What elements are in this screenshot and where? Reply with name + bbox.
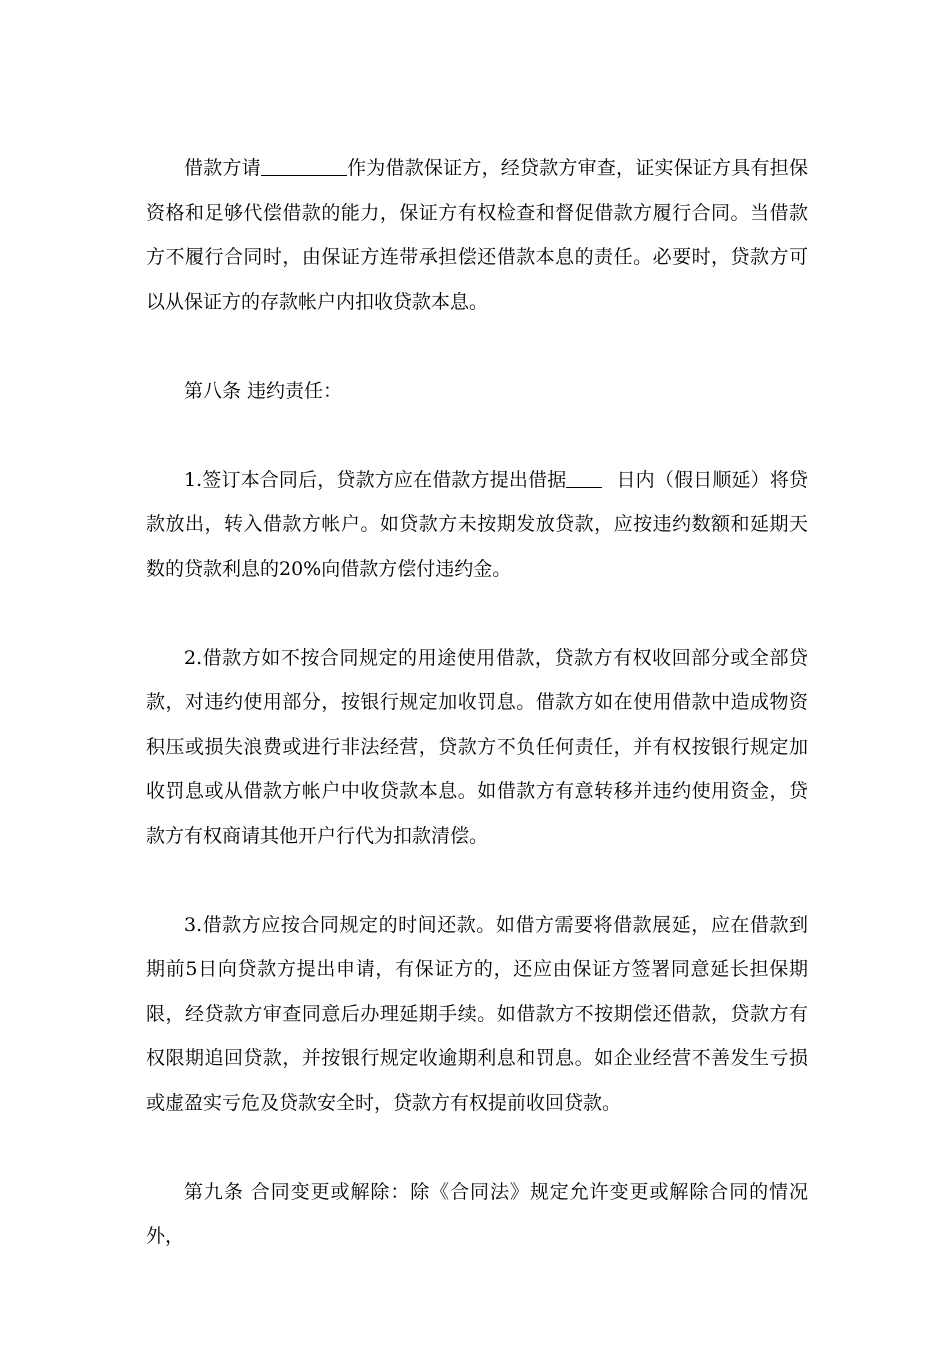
paragraph-guarantor-lead: 借款方请 bbox=[184, 157, 261, 179]
guarantor-name-blank bbox=[261, 155, 347, 176]
clause-8-3: 3.借款方应按合同规定的时间还款。如借方需要将借款展延，应在借款到期前5日向贷款方提出申请，有保证方的，还应由保证方签署同意延长担保期限，经贷款方审查同意后办理延期手续。如借款方不按期偿还借款，贷款方有权限期追回贷款，并按银行规定收逾期利息和罚息。如企业经营不善发生亏损或虚盈实亏危及贷款安全时，贷款方有权提前收回贷款。 bbox=[146, 913, 808, 1114]
paragraph-spacer bbox=[146, 324, 808, 369]
clause-8-1-rest: 日内（假日顺延）将贷款放出，转入借款方帐户。如贷款方未按期发放贷款，应按违约数额和延期天数的贷款利息的20%向借款方偿付违约金。 bbox=[146, 468, 808, 580]
article-9-heading: 第九条 合同变更或解除：除《合同法》规定允许变更或解除合同的情况外， bbox=[146, 1180, 808, 1247]
clause-8-2: 2.借款方如不按合同规定的用途使用借款，贷款方有权收回部分或全部贷款，对违约使用部分，按银行规定加收罚息。借款方如在使用借款中造成物资积压或损失浪费或进行非法经营，贷款方不负任何责任，并有权按银行规定加收罚息或从借款方帐户中收贷款本息。如借款方有意转移并违约使用资金，贷款方有权商请其他开户行代为扣款清偿。 bbox=[146, 646, 808, 847]
clause-8-1 bbox=[146, 458, 808, 592]
paragraph-guarantor bbox=[146, 146, 808, 324]
paragraph-guarantor-rest: 作为借款保证方，经贷款方审查，证实保证方具有担保资格和足够代偿借款的能力，保证方有权检查和督促借款方履行合同。当借款方不履行合同时，由保证方连带承担偿还借款本息的责任。必要时，贷款方可以从保证方的存款帐户内扣收贷款本息。 bbox=[146, 157, 808, 313]
article-8-heading: 第八条 违约责任： bbox=[184, 379, 343, 402]
paragraph-spacer bbox=[146, 858, 808, 903]
paragraph-spacer bbox=[146, 413, 808, 458]
days-blank bbox=[566, 467, 602, 488]
paragraph-spacer bbox=[146, 591, 808, 636]
document-body bbox=[146, 146, 808, 1259]
clause-8-1-lead: 1.签订本合同后，贷款方应在借款方提出借据 bbox=[184, 468, 567, 491]
paragraph-spacer bbox=[146, 1125, 808, 1170]
